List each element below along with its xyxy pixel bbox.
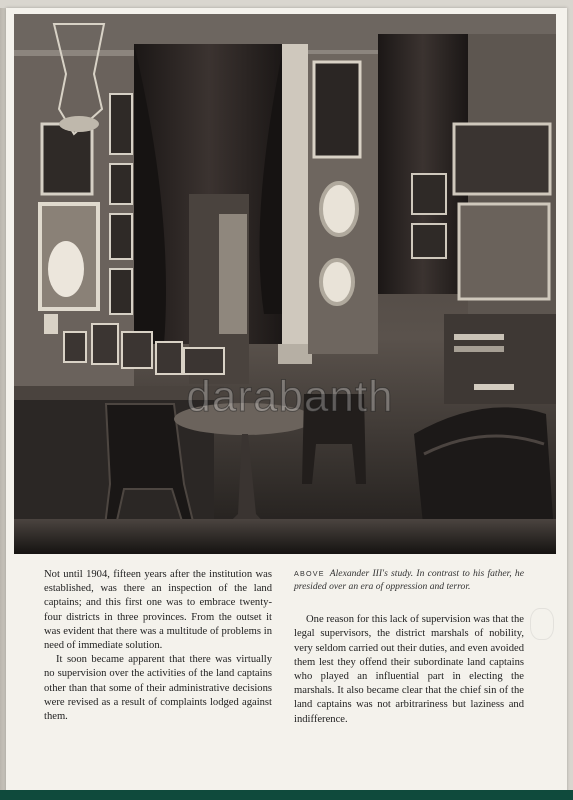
bottom-edge <box>0 790 573 800</box>
caption-label: ABOVE <box>294 569 325 578</box>
photo-illustration <box>14 14 556 554</box>
watermark-text: darabanth <box>186 372 394 421</box>
right-paragraph-1: One reason for this lack of supervision was that the legal supervisors, the district marshals of nobility, very seldom carried out their duties, and even avoided them lest they offend their subordinate land captains who played an influential part in electing the marshals. It also became clear that the chief sin of the land captains was not arbitrariness but laziness and indifference. <box>294 614 524 725</box>
left-paragraph-1: Not until 1904, fifteen years after the institution was established, was there an inspection of the land captains; and this first one was to embrace twenty-four districts in three provinces. From the outset it was evident that there was a multitude of problems in need of immediate solution. <box>44 569 272 652</box>
caption-text: Alexander III's study. In contrast to his father, he presided over an era of oppression and terror. <box>294 568 524 592</box>
faint-stamp-mark <box>530 608 554 640</box>
photo-caption <box>294 568 524 593</box>
left-text-column <box>44 568 272 724</box>
study-photograph <box>14 14 556 554</box>
left-paragraph-2: It soon became apparent that there was virtually no supervision over the activities of the land captains other than that some of their administrative decisions were revised as a result of complaints lodged against them. <box>44 654 272 723</box>
right-text-column <box>294 568 524 727</box>
